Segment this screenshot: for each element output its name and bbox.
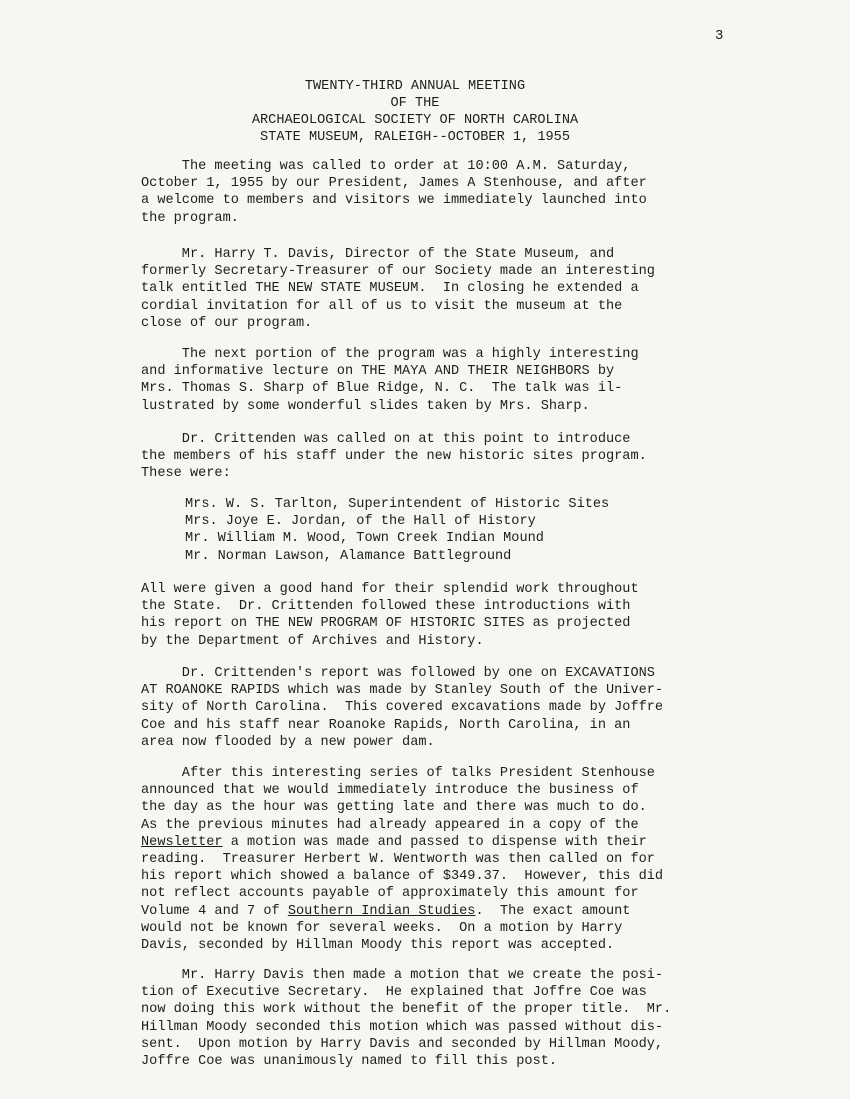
paragraph-opening — [141, 158, 701, 227]
text-line: October 1, 1955 by our President, James A Stenhouse, and after — [141, 176, 647, 192]
text-fragment: Volume 4 and 7 of — [141, 903, 288, 919]
text-line: The meeting was called to order at 10:00 A.M. Saturday, — [141, 159, 631, 174]
title-line: ARCHAEOLOGICAL SOCIETY OF NORTH CAROLINA — [251, 113, 579, 128]
text-fragment: . The exact amount — [475, 903, 631, 919]
text-line: the members of his staff under the new historic sites program. — [141, 449, 647, 465]
text-line: area now flooded by a new power dam. — [141, 734, 435, 750]
list-item: Mr. Norman Lawson, Alamance Battleground — [185, 548, 512, 564]
paragraph-museum-talk — [141, 246, 701, 332]
text-line: not reflect accounts payable of approximately this amount for — [141, 886, 639, 902]
text-line — [141, 903, 701, 920]
text-line: and informative lecture on THE MAYA AND THEIR NEIGHBORS by — [141, 364, 615, 380]
text-line: Joffre Coe was unanimously named to fill this post. — [141, 1053, 558, 1069]
text-line: would not be known for several weeks. On a motion by Harry — [141, 920, 623, 936]
list-item: Mr. William M. Wood, Town Creek Indian Mound — [185, 531, 544, 547]
staff-list — [185, 496, 609, 565]
list-item: Mrs. Joye E. Jordan, of the Hall of History — [185, 514, 536, 530]
text-line: sent. Upon motion by Harry Davis and seconded by Hillman Moody, — [141, 1036, 664, 1052]
title-line: TWENTY-THIRD ANNUAL MEETING — [304, 79, 526, 94]
text-line: All were given a good hand for their splendid work throughout — [141, 582, 639, 597]
text-line: As the previous minutes had already appeared in a copy of the — [141, 817, 639, 833]
newsletter-title: Newsletter — [141, 834, 223, 850]
text-line: AT ROANOKE RAPIDS which was made by Stanley South of the Univer- — [141, 683, 664, 699]
paragraph-crittenden-intro — [141, 431, 701, 483]
paragraph-executive-secretary — [141, 967, 701, 1070]
text-line: lustrated by some wonderful slides taken by Mrs. Sharp. — [141, 398, 590, 414]
text-line: formerly Secretary-Treasurer of our Society made an interesting — [141, 264, 655, 280]
text-line: close of our program. — [141, 315, 313, 331]
text-line: Dr. Crittenden's report was followed by one on EXCAVATIONS — [141, 666, 655, 681]
text-line: his report on THE NEW PROGRAM OF HISTORIC SITES as projected — [141, 616, 631, 632]
text-line: by the Department of Archives and History. — [141, 633, 484, 649]
text-line: tion of Executive Secretary. He explained that Joffre Coe was — [141, 985, 647, 1001]
text-line: Coe and his staff near Roanoke Rapids, North Carolina, in an — [141, 717, 631, 733]
text-line: sity of North Carolina. This covered excavations made by Joffre — [141, 700, 664, 716]
text-line: After this interesting series of talks President Stenhouse — [141, 766, 655, 781]
text-line: talk entitled THE NEW STATE MUSEUM. In closing he extended a — [141, 281, 639, 297]
text-line: Davis, seconded by Hillman Moody this report was accepted. — [141, 937, 615, 953]
text-fragment: a motion was made and passed to dispense with their — [222, 834, 647, 850]
text-line: announced that we would immediately introduce the business of — [141, 783, 639, 799]
text-line: Mr. Harry T. Davis, Director of the State Museum, and — [141, 247, 615, 262]
text-line: Mr. Harry Davis then made a motion that we create the posi- — [141, 968, 664, 983]
text-line: the day as the hour was getting late and there was much to do. — [141, 800, 647, 816]
text-line: reading. Treasurer Herbert W. Wentworth was then called on for — [141, 851, 655, 867]
text-line: Mrs. Thomas S. Sharp of Blue Ridge, N. C. The talk was il- — [141, 381, 623, 397]
text-line: Dr. Crittenden was called on at this point to introduce — [141, 432, 631, 447]
title-line: OF THE — [390, 96, 440, 111]
text-line: Hillman Moody seconded this motion which was passed without dis- — [141, 1019, 664, 1035]
paragraph-staff-followup — [141, 581, 701, 650]
text-line: now doing this work without the benefit of the proper title. Mr. — [141, 1002, 672, 1018]
text-line: a welcome to members and visitors we immediately launched into — [141, 193, 647, 209]
text-line: his report which showed a balance of $349.37. However, this did — [141, 869, 664, 885]
text-line: cordial invitation for all of us to visit the museum at the — [141, 298, 623, 314]
text-line: the program. — [141, 210, 239, 226]
paragraph-maya-lecture — [141, 346, 701, 415]
list-item: Mrs. W. S. Tarlton, Superintendent of Historic Sites — [185, 497, 610, 512]
paragraph-business — [141, 765, 701, 954]
paragraph-excavations — [141, 665, 701, 751]
text-line: The next portion of the program was a highly interesting — [141, 347, 639, 362]
title-line: STATE MUSEUM, RALEIGH--OCTOBER 1, 1955 — [260, 130, 570, 145]
text-line — [141, 834, 701, 851]
text-line: These were: — [141, 466, 231, 482]
page-number: 3 — [715, 28, 724, 44]
publication-title: Southern Indian Studies — [287, 903, 476, 919]
document-title — [0, 78, 830, 146]
text-line: the State. Dr. Crittenden followed these introductions with — [141, 599, 631, 615]
